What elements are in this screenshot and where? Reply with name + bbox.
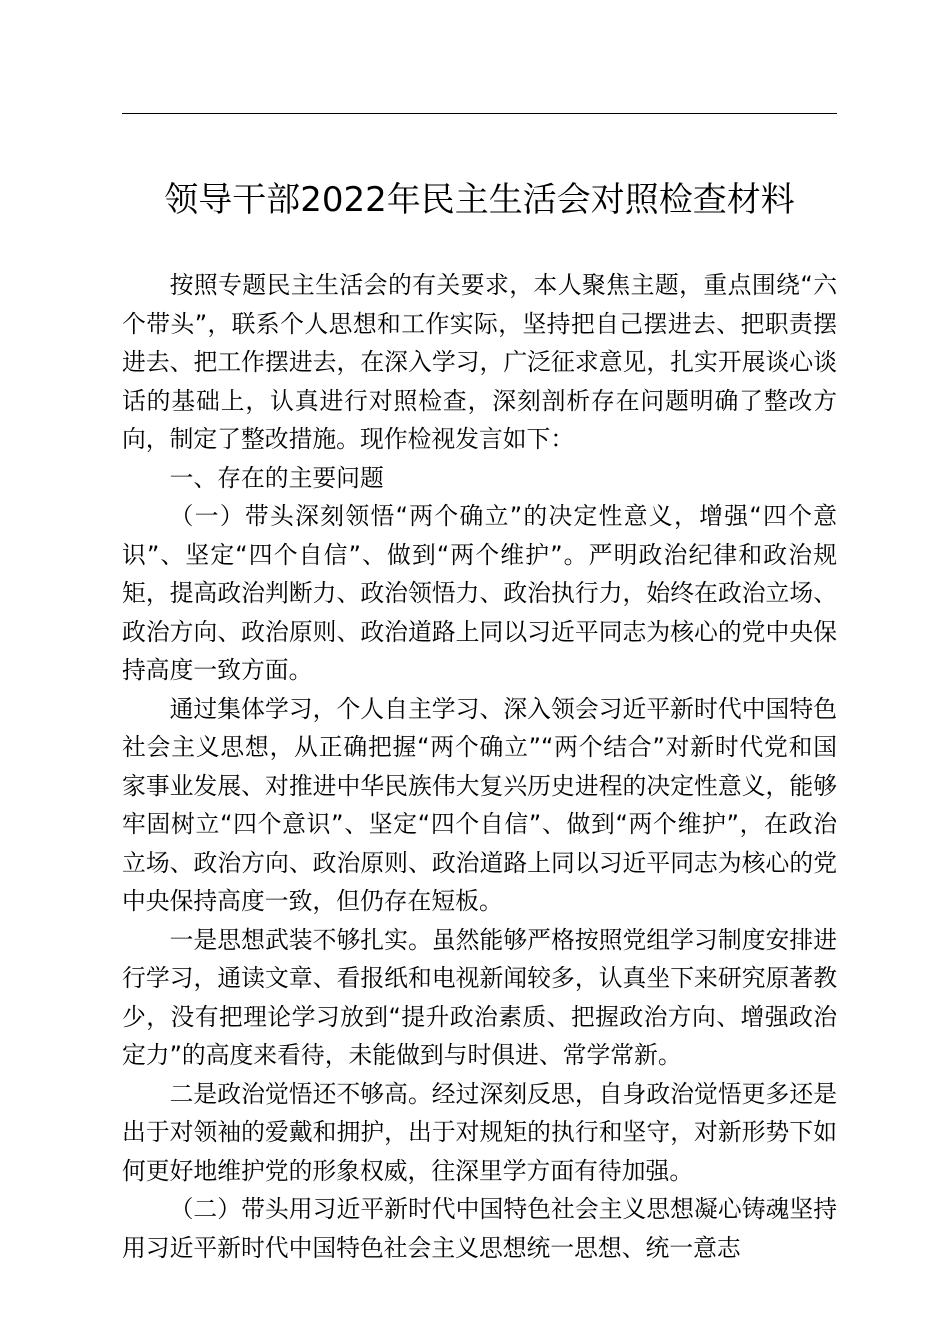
document-body xyxy=(122,266,837,1267)
body-paragraph: 通过集体学习，个人自主学习、深入领会习近平新时代中国特色社会主义思想，从正确把握“两个确立”“两个结合”对新时代党和国家事业发展、对推进中华民族伟大复兴历史进程的决定性意义，能够牢固树立“四个意识”、坚定“四个自信”、做到“两个维护”，在政治立场、政治方向、政治原则、政治道路上同以习近平同志为核心的党中央保持高度一致，但仍存在短板。 xyxy=(122,694,837,915)
section-heading-problems: 一、存在的主要问题 xyxy=(169,463,384,492)
document-title: 领导干部2022年民主生活会对照检查材料 xyxy=(164,180,795,220)
body-paragraph: 一是思想武装不够扎实。虽然能够严格按照党组学习制度安排进行学习，通读文章、看报纸和电视新闻较多，认真坐下来研究原著教少，没有把理论学习放到“提升政治素质、把握政治方向、增强政治定力”的高度来看待，未能做到与时俱进、常学常新。 xyxy=(122,925,837,1069)
intro-paragraph: 按照专题民主生活会的有关要求，本人聚焦主题，重点围绕“六个带头”，联系个人思想和工作实际，坚持把自己摆进去、把职责摆进去、把工作摆进去，在深入学习，广泛征求意见，扎实开展谈心谈话的基础上，认真进行对照检查，深刻剖析存在问题明确了整改方向，制定了整改措施。现作检视发言如下： xyxy=(122,271,837,453)
header-rule xyxy=(122,113,837,114)
body-paragraph: 二是政治觉悟还不够高。经过深刻反思，自身政治觉悟更多还是出于对领袖的爱戴和拥护，出于对规矩的执行和坚守，对新形势下如何更好地维护党的形象权威，往深里学方面有待加强。 xyxy=(122,1079,837,1185)
subsection-heading-1: （一）带头深刻领悟“两个确立”的决定性意义，增强“四个意识”、坚定“四个自信”、做到“两个维护”。严明政治纪律和政治规矩，提高政治判断力、政治领悟力、政治执行力，始终在政治立场、政治方向、政治原则、政治道路上同以习近平同志为核心的党中央保持高度一致方面。 xyxy=(122,502,837,684)
subsection-heading-2: （二）带头用习近平新时代中国特色社会主义思想凝心铸魂坚持用习近平新时代中国特色社会主义思想统一思想、统一意志 xyxy=(122,1195,837,1262)
